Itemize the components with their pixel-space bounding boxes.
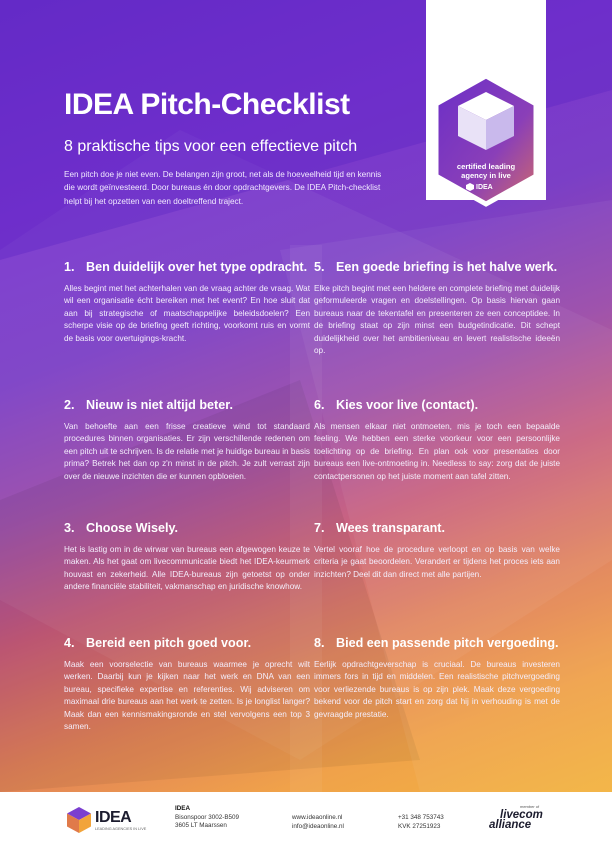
tip-title: Bied een passende pitch vergoeding. — [336, 636, 559, 650]
tip-1 — [64, 260, 310, 345]
tip-body: Als mensen elkaar niet ontmoeten, mis je toch een bepaalde feeling. We hebben een sterke voorkeur voor een persoonlijke toelichting op de briefing. En plan ook voor presentaties door bureaus een live-ontmoeting in. Needless to say: zorg dat de juiste contactpersonen op het juiste moment aan tafel zitten. — [314, 422, 560, 481]
tip-number: 8. — [314, 636, 325, 650]
tip-4 — [64, 636, 310, 733]
tip-8 — [314, 636, 560, 721]
tip-title: Kies voor live (contact). — [336, 398, 479, 412]
footer-address-line2: 3605 LT Maarssen — [175, 822, 227, 830]
footer-contact-web — [292, 814, 344, 831]
livecom-logo-line2: alliance — [489, 819, 532, 831]
tip-heading — [314, 398, 560, 413]
badge-text: certified leading agency in live — [456, 162, 516, 180]
footer-logo-text: IDEA — [95, 809, 132, 826]
tip-title: Ben duidelijk over het type opdracht. — [86, 260, 308, 274]
footer-email-link[interactable]: info@ideaonline.nl — [292, 822, 344, 830]
tip-body: Van behoefte aan een frisse creatieve wind tot standaard procedures binnen organisaties. Er zijn verschillende redenen om een pitch uit te schrijven. Is de relatie met je huidige bureau in basis prima? Betrek het dan op z'n minst in de pitch. Je zult verrast zijn over de nieuwe inzichten die er kunnen opbloeien. — [64, 422, 310, 481]
certified-badge — [426, 0, 546, 215]
tip-body: Maak een voorselectie van bureaus waarmee je oprecht wilt werken. Daarbij kun je kijken naar het werk en DNA van een bureau, specifieke expertise en referenties. Wij adviseren om maximaal drie bureaus aan het werk te zetten. Is je longlist langer? Maak dan een kennismakingsronde en stel vervolgens een top 3 samen. — [64, 660, 310, 732]
tip-number: 4. — [64, 636, 75, 650]
tip-2 — [64, 398, 310, 483]
tip-heading — [314, 260, 560, 275]
footer — [0, 792, 612, 858]
footer-address-line1: Bisonspoor 3002-B509 — [175, 813, 240, 821]
intro-text: Een pitch doe je niet even. De belangen zijn groot, net als de hoeveelheid tijd en kennis die wordt geïnvesteerd. Door bureaus én door opdrachtgevers. De IDEA Pitch-checklist helpt bij het opzetten van een doeltreffend traject. — [64, 170, 382, 206]
tip-title: Choose Wisely. — [86, 521, 179, 535]
tip-heading — [64, 260, 310, 275]
tip-title: Bereid een pitch goed voor. — [86, 636, 252, 650]
footer-address — [175, 805, 239, 831]
footer-phone: +31 348 753743 — [398, 814, 444, 821]
badge-logo-text: IDEA — [476, 183, 493, 191]
idea-logo-icon — [66, 806, 92, 834]
tip-3 — [64, 521, 310, 594]
footer-org-name: IDEA — [175, 805, 191, 812]
tip-number: 5. — [314, 260, 325, 274]
tip-number: 2. — [64, 398, 75, 412]
tip-body: Eerlijk opdrachtgeverschap is cruciaal. De bureaus investeren immers fors in tijd en middelen. Een realistische pitchvergoeding voor verliezende bureaus is op zijn plek. Maak deze vergoeding bekend voor de pitch start en zorg dat hij in verhouding is met de gevraagde prestatie. — [314, 660, 560, 719]
page-title: IDEA Pitch-Checklist — [64, 88, 350, 121]
tip-title: Wees transparant. — [336, 521, 445, 535]
tip-body: Elke pitch begint met een heldere en complete briefing met duidelijk geformuleerde vragen en doelstellingen. Op basis hiervan gaan bureaus naar de tekentafel en presenteren ze een conceptidee. In de briefing staat op zijn minst een budgetindicatie. Dit schept duidelijkheid over het ambitieniveau en levert realistische ideeën op. — [314, 284, 560, 356]
livecom-logo-line1: livecom — [500, 809, 543, 821]
footer-website-link[interactable]: www.ideaonline.nl — [292, 814, 343, 821]
tip-heading — [314, 636, 560, 651]
tip-title: Een goede briefing is het halve werk. — [336, 260, 558, 274]
tip-body: Het is lastig om in de wirwar van bureaus een afgewogen keuze te maken. Als het gaat om livecommunicatie biedt het IDEA-keurmerk houvast en zekerheid. Alle IDEA-bureaus zijn getoetst op onder andere financiële stabiliteit, vakmanschap en juridische knowhow. — [64, 545, 310, 592]
livecom-member-text: member of — [520, 804, 540, 809]
badge-idea-logo — [466, 183, 506, 191]
tip-number: 6. — [314, 398, 325, 412]
tip-heading — [314, 521, 560, 536]
footer-logo-tagline: LEADING AGENCIES IN LIVE — [95, 827, 147, 831]
tip-heading — [64, 521, 310, 536]
tip-heading — [64, 636, 310, 651]
tip-number: 1. — [64, 260, 75, 274]
tip-number: 3. — [64, 521, 75, 535]
tip-5 — [314, 260, 560, 357]
tip-6 — [314, 398, 560, 483]
tip-heading — [64, 398, 310, 413]
footer-contact-phone — [398, 814, 444, 831]
tip-title: Nieuw is niet altijd beter. — [86, 398, 233, 412]
tip-body: Vertel vooraf hoe de procedure verloopt en op basis van welke criteria je gaat beoordelen. Verandert er tijdens het proces iets aan inzichten? Deel dit dan direct met alle partijen. — [314, 545, 560, 579]
tip-7 — [314, 521, 560, 581]
tip-body: Alles begint met het achterhalen van de vraag achter de vraag. Wat wil een organisatie écht bereiken met het event? En hoe sluit dat aan bij strategische of maatschappelijke beleidsdoelen? Een scherpe visie op de briefing geeft richting, voorkomt ruis en vormt de basis voor overtuigings-kracht. — [64, 284, 310, 343]
idea-cube-icon — [466, 183, 474, 191]
page-subtitle: 8 praktische tips voor een effectieve pitch — [64, 138, 358, 155]
tip-number: 7. — [314, 521, 325, 535]
footer-kvk: KVK 27251923 — [398, 822, 441, 830]
